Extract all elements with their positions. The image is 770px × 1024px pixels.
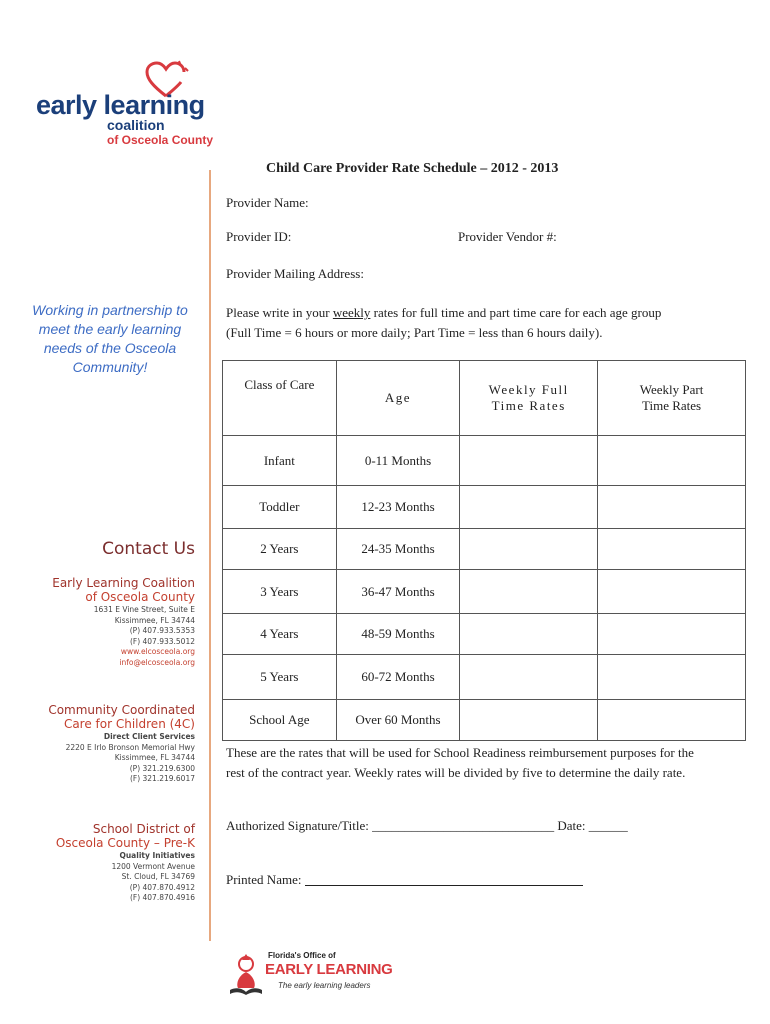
class-cell: 4 Years <box>223 614 337 655</box>
org3-line: (F) 407.870.4916 <box>129 893 195 902</box>
org2-line: Kissimmee, FL 34744 <box>114 753 195 762</box>
provider-name-label: Provider Name: <box>226 195 309 210</box>
org1-line: (P) 407.933.5353 <box>129 626 195 635</box>
org1-block <box>20 576 195 604</box>
page-title: Child Care Provider Rate Schedule – 2012 - 2013 <box>266 161 559 176</box>
reimbursement-note: These are the rates that will be used for School Readiness reimbursement purposes for the rest of the contract year. Weekly rates will be divided by five to determine the daily rate. <box>226 745 694 780</box>
org2-name: Community Coordinated <box>48 703 195 717</box>
instructions-text: rates for full time and part time care for each age group (Full Time = 6 hours or more daily; Part Time = less than 6 hours daily). <box>226 305 662 340</box>
org2-block <box>20 703 195 731</box>
org1-website-link[interactable]: www.elcosceola.org <box>120 647 195 656</box>
class-cell: 3 Years <box>223 570 337 614</box>
age-cell: 60-72 Months <box>336 655 460 700</box>
org1-line: 1631 E Vine Street, Suite E <box>93 605 195 614</box>
part-time-input-cell[interactable] <box>598 570 746 614</box>
org3-line: 1200 Vermont Avenue <box>111 861 195 871</box>
table-header-row <box>223 361 746 436</box>
org2-dept: Direct Client Services <box>103 732 195 741</box>
org1-line: Kissimmee, FL 34744 <box>114 615 195 625</box>
full-time-input-cell[interactable] <box>460 700 598 741</box>
org3-dept: Quality Initiatives <box>119 851 195 860</box>
instructions-text: Please write in your <box>226 305 333 320</box>
header-class: Class of Care <box>223 361 337 436</box>
header-part-time: Weekly Part Time Rates <box>598 361 746 436</box>
org2-address <box>20 732 195 785</box>
provider-vendor-label: Provider Vendor #: <box>458 229 557 244</box>
table-row <box>223 655 746 700</box>
class-cell: Toddler <box>223 486 337 529</box>
full-time-input-cell[interactable] <box>460 655 598 700</box>
logo-subtitle: coalition <box>107 117 165 133</box>
org2-line: (F) 321.219.6017 <box>129 774 195 783</box>
age-cell: 24-35 Months <box>336 529 460 570</box>
table-row <box>223 529 746 570</box>
org3-block <box>20 822 195 850</box>
org3-address <box>20 851 195 904</box>
full-time-input-cell[interactable] <box>460 529 598 570</box>
org1-name: Early Learning Coalition <box>52 576 195 590</box>
printed-name-label: Printed Name: <box>226 872 302 887</box>
header-age: Age <box>336 361 460 436</box>
class-cell: 2 Years <box>223 529 337 570</box>
part-time-input-cell[interactable] <box>598 700 746 741</box>
sidebar-divider <box>209 170 211 941</box>
table-row <box>223 570 746 614</box>
instructions-emphasis: weekly <box>332 305 371 320</box>
logo-text: early learning <box>36 90 205 120</box>
org1-email-link[interactable]: info@elcosceola.org <box>119 657 195 667</box>
table-row <box>223 486 746 529</box>
part-time-input-cell[interactable] <box>598 436 746 486</box>
org1-address <box>20 605 195 668</box>
instructions <box>226 303 686 343</box>
org3-name: School District of <box>92 822 195 836</box>
rate-table <box>222 360 746 741</box>
org3-line: (P) 407.870.4912 <box>129 882 195 892</box>
florida-early-learning-logo-icon <box>228 950 264 996</box>
org2-sub: Care for Children (4C) <box>63 717 195 731</box>
org3-sub: Osceola County – Pre-K <box>55 836 195 850</box>
printed-name-line[interactable] <box>305 885 583 886</box>
class-cell: School Age <box>223 700 337 741</box>
part-time-input-cell[interactable] <box>598 614 746 655</box>
org2-line: 2220 E Irlo Bronson Memorial Hwy <box>65 742 195 752</box>
full-time-input-cell[interactable] <box>460 570 598 614</box>
fl-logo-tagline: The early learning leaders <box>278 981 371 990</box>
fl-logo-small-text: Florida's Office of <box>268 951 336 960</box>
table-row <box>223 700 746 741</box>
full-time-input-cell[interactable] <box>460 436 598 486</box>
sidebar-tagline: Working in partnership to meet the early learning needs of the Osceola Community! <box>32 302 188 375</box>
table-row <box>223 436 746 486</box>
part-time-input-cell[interactable] <box>598 529 746 570</box>
age-cell: Over 60 Months <box>336 700 460 741</box>
printed-name-field <box>226 872 583 888</box>
logo-county: of Osceola County <box>107 133 214 147</box>
org2-line: (P) 321.219.6300 <box>129 763 195 773</box>
age-cell: 36-47 Months <box>336 570 460 614</box>
provider-id-label: Provider ID: <box>226 229 292 244</box>
org1-line: (F) 407.933.5012 <box>129 636 195 646</box>
provider-address-label: Provider Mailing Address: <box>226 266 364 281</box>
age-cell: 48-59 Months <box>336 614 460 655</box>
header-full-time: Weekly Full Time Rates <box>460 361 598 436</box>
part-time-input-cell[interactable] <box>598 486 746 529</box>
fl-logo-title: EARLY LEARNING <box>265 961 393 978</box>
age-cell: 12-23 Months <box>336 486 460 529</box>
part-time-input-cell[interactable] <box>598 655 746 700</box>
org3-line: St. Cloud, FL 34769 <box>121 872 195 881</box>
signature-line[interactable]: Authorized Signature/Title: ____________________________ Date: ______ <box>226 818 628 833</box>
org1-sub: of Osceola County <box>85 590 195 604</box>
age-cell: 0-11 Months <box>336 436 460 486</box>
full-time-input-cell[interactable] <box>460 486 598 529</box>
class-cell: 5 Years <box>223 655 337 700</box>
full-time-input-cell[interactable] <box>460 614 598 655</box>
contact-heading: Contact Us <box>102 539 195 559</box>
class-cell: Infant <box>223 436 337 486</box>
table-row <box>223 614 746 655</box>
